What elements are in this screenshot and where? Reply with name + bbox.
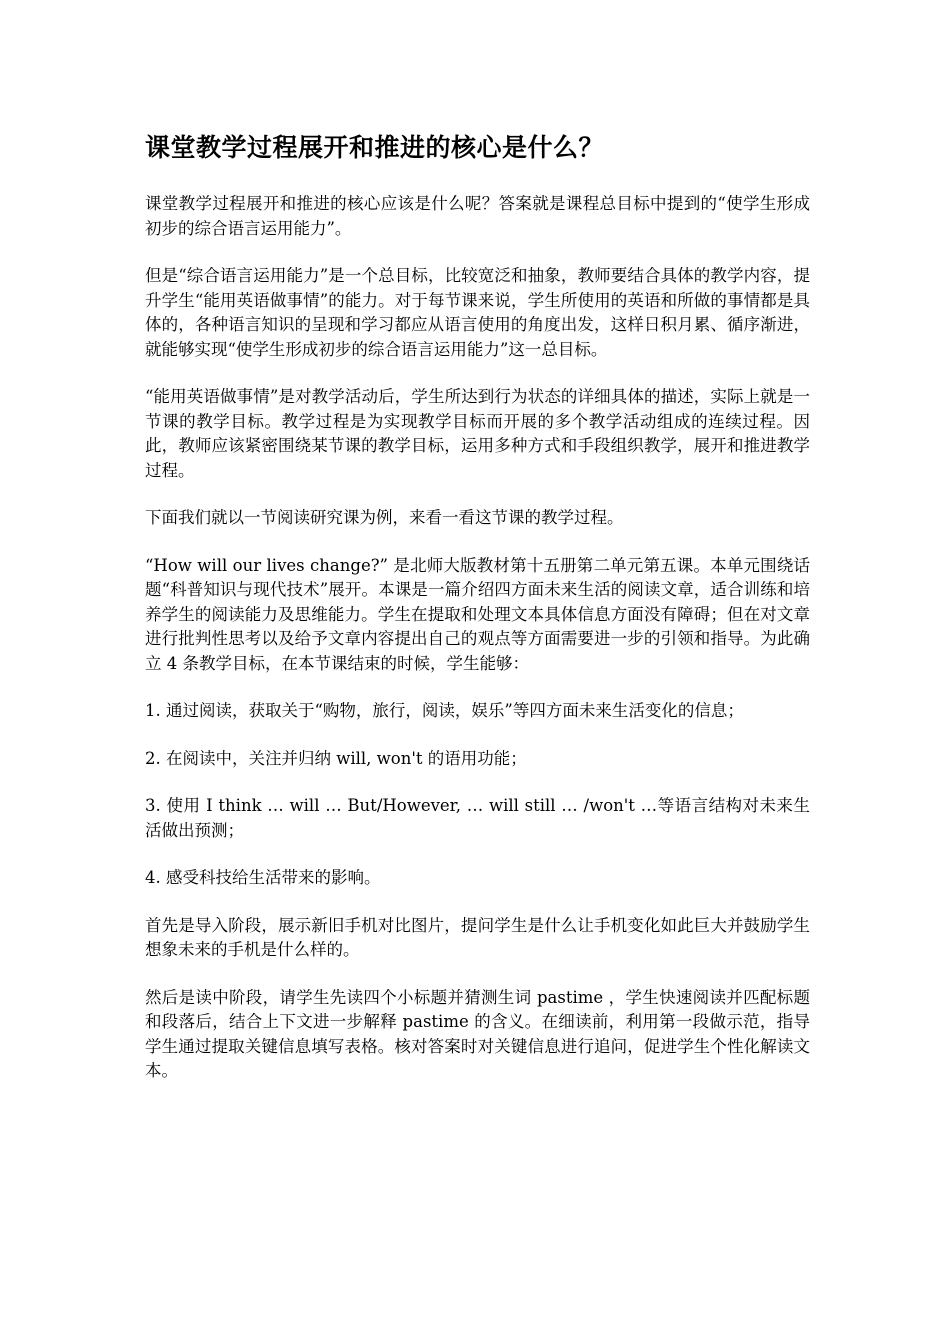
paragraph-intro: 课堂教学过程展开和推进的核心应该是什么呢？答案就是课程总目标中提到的“使学生形成初步的综合语言运用能力”。 bbox=[145, 194, 810, 238]
objective-item-2: 2. 在阅读中，关注并归纳 will, won't 的语用功能； bbox=[145, 748, 527, 768]
paragraph-example-intro: 下面我们就以一节阅读研究课为例，来看一看这节课的教学过程。 bbox=[145, 508, 624, 527]
paragraph-lesson-context: “How will our lives change?” 是北师大版教材第十五册第二单元第五课。本单元围绕话题“科普知识与现代技术”展开。本课是一篇介绍四方面未来生活的阅读文章，适合训练和培养学生的阅读能力及思维能力。学生在提取和处理文本具体信息方面没有障碍；但在对文章进行批判性思考以及给予文章内容提出自己的观点等方面需要进一步的引领和指导。为此确立 4 条教学目标，在本节课结束的时候，学生能够： bbox=[145, 555, 810, 673]
paragraph-overall-goal: 但是“综合语言运用能力”是一个总目标，比较宽泛和抽象，教师要结合具体的教学内容，提升学生“能用英语做事情”的能力。对于每节课来说，学生所使用的英语和所做的事情都是具体的，各种语言知识的呈现和学习都应从语言使用的角度出发，这样日积月累、循序渐进，就能够实现“使学生形成初步的综合语言运用能力”这一总目标。 bbox=[145, 266, 810, 359]
document-body bbox=[145, 130, 810, 1107]
document-title: 课堂教学过程展开和推进的核心是什么？ bbox=[145, 133, 605, 162]
paragraph-while-reading-stage: 然后是读中阶段，请学生先读四个小标题并猜测生词 pastime ，学生快速阅读并匹配标题和段落后，结合上下文进一步解释 pastime 的含义。在细读前，利用第一段做示范，指导学生通过提取关键信息填写表格。核对答案时对关键信息进行追问，促进学生个性化解读文本。 bbox=[145, 987, 810, 1080]
paragraph-lead-in-stage: 首先是导入阶段，展示新旧手机对比图片，提问学生是什么让手机变化如此巨大并鼓励学生想象未来的手机是什么样的。 bbox=[145, 915, 810, 959]
objective-item-4: 4. 感受科技给生活带来的影响。 bbox=[145, 868, 381, 887]
objective-item-1: 1. 通过阅读，获取关于“购物，旅行，阅读，娱乐”等四方面未来生活变化的信息； bbox=[145, 701, 744, 720]
paragraph-teaching-objective: “能用英语做事情”是对教学活动后，学生所达到行为状态的详细具体的描述，实际上就是一节课的教学目标。教学过程是为实现教学目标而开展的多个教学活动组成的连续过程。因此，教师应该紧密围绕某节课的教学目标，运用多种方式和手段组织教学，展开和推进教学过程。 bbox=[145, 387, 810, 480]
objective-item-3: 3. 使用 I think … will … But/However, … will still … /won't …等语言结构对未来生活做出预测； bbox=[145, 796, 810, 840]
